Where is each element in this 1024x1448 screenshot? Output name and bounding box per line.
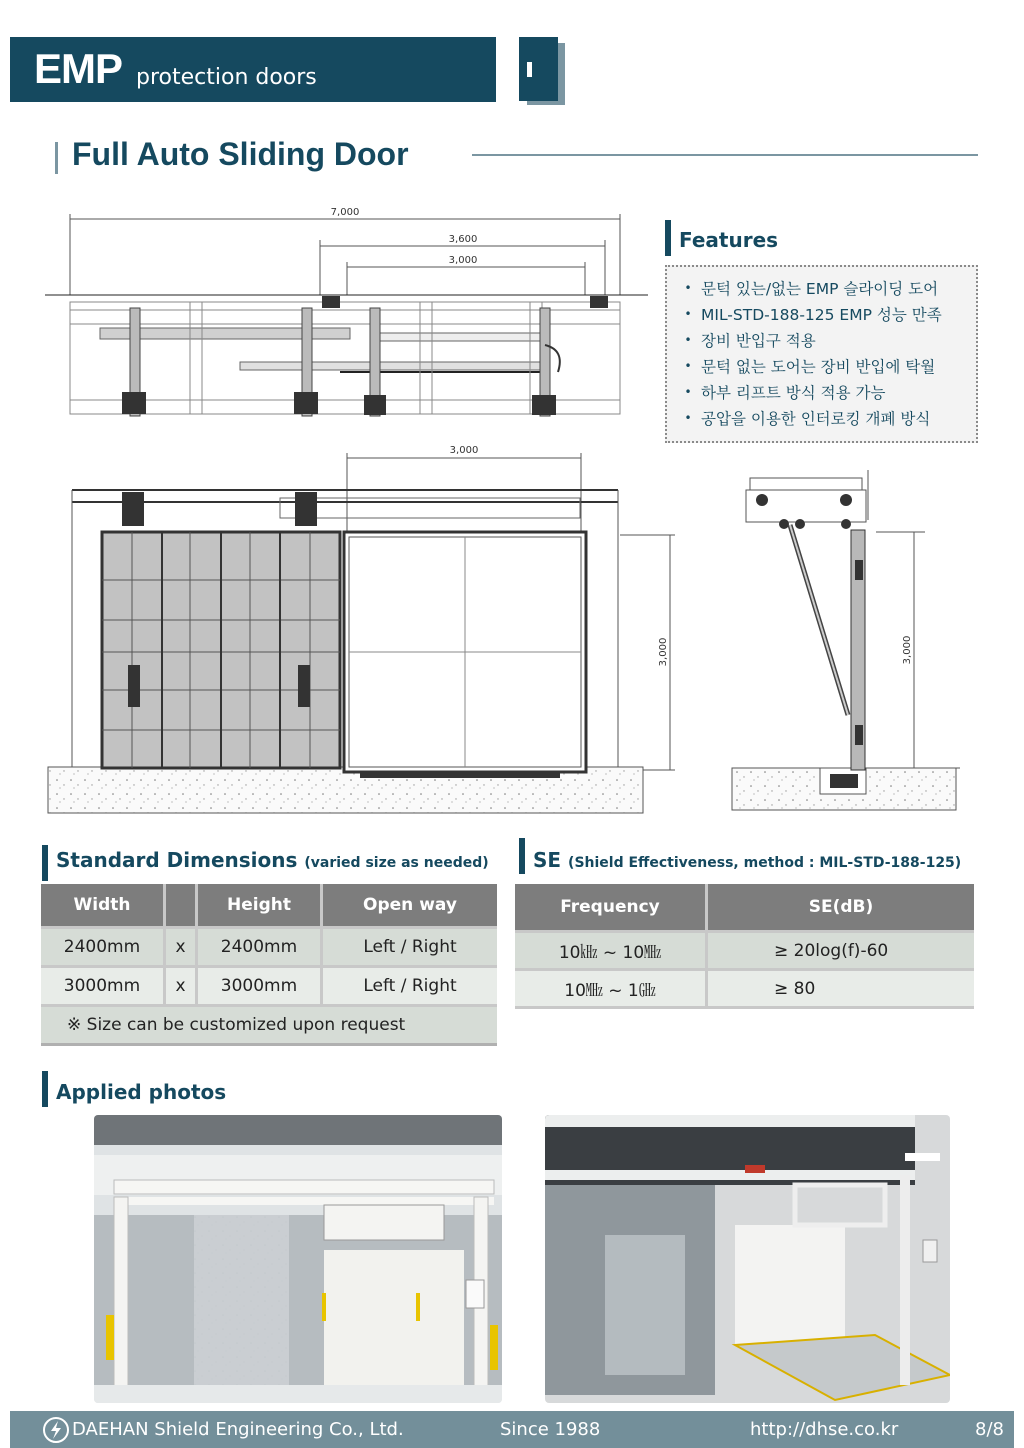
header-title-main: EMP	[34, 45, 123, 92]
plan-dim-opening-outer: 3,600	[448, 234, 478, 245]
table-header-row	[515, 884, 974, 933]
dimensions-heading	[56, 848, 489, 872]
section-title: Full Auto Sliding Door	[72, 136, 409, 172]
daehan-logo-icon	[43, 1417, 69, 1443]
features-list	[665, 265, 978, 443]
header-title-sub: protection doors	[136, 65, 317, 90]
feature-item	[675, 379, 968, 405]
dimensions-note: ※ Size can be customized upon request	[41, 1007, 497, 1046]
section-title-bar	[55, 142, 58, 174]
footer-page-number: 8/8	[975, 1419, 1004, 1440]
elevation-dim-width: 3,000	[449, 445, 479, 456]
se-heading-text: SE	[533, 848, 562, 872]
cell-open-way: Left / Right	[323, 968, 497, 1007]
dimensions-table	[41, 884, 497, 1046]
table-row	[41, 968, 497, 1007]
plan-dim-total: 7,000	[330, 207, 360, 218]
feature-text: 문턱 있는/없는 EMP 슬라이딩 도어	[701, 280, 939, 298]
cell-width: 2400mm	[41, 929, 166, 968]
footer-company: DAEHAN Shield Engineering Co., Ltd.	[72, 1419, 404, 1440]
footer	[10, 1411, 1014, 1448]
feature-item	[675, 353, 968, 379]
side-dim-height: 3,000	[902, 635, 913, 665]
dimensions-heading-text: Standard Dimensions	[56, 848, 298, 872]
bullet-icon: •	[684, 333, 692, 347]
bullet-icon: •	[684, 411, 692, 425]
se-table	[515, 884, 974, 1009]
book-tab-icon	[519, 37, 558, 101]
table-row	[41, 929, 497, 968]
header-title-bar	[10, 37, 496, 102]
cell-frequency: 10㎑ ~ 10㎒	[515, 933, 708, 971]
elevation-dim-height: 3,000	[658, 637, 669, 667]
side-drawing	[720, 460, 980, 820]
footer-url[interactable]: http://dhse.co.kr	[750, 1419, 899, 1440]
feature-item	[675, 275, 968, 301]
cell-frequency: 10㎒ ~ 1㎓	[515, 971, 708, 1009]
column-header-width: Width	[41, 884, 166, 929]
table-row	[515, 933, 974, 971]
bullet-icon: •	[684, 281, 692, 295]
photos-heading-bar	[42, 1071, 48, 1107]
feature-item	[675, 301, 968, 327]
dimensions-heading-bar	[42, 845, 48, 881]
feature-text: 하부 리프트 방식 적용 가능	[701, 384, 886, 402]
column-header-frequency: Frequency	[515, 884, 708, 933]
cell-se: ≥ 80	[708, 971, 974, 1009]
cell-width: 3000mm	[41, 968, 166, 1007]
cell-x: x	[166, 968, 198, 1007]
feature-text: 문턱 없는 도어는 장비 반입에 탁월	[701, 358, 936, 376]
table-row	[515, 971, 974, 1009]
cell-se: ≥ 20log(f)-60	[708, 933, 974, 971]
cell-open-way: Left / Right	[323, 929, 497, 968]
plan-drawing	[40, 200, 660, 430]
cell-x: x	[166, 929, 198, 968]
table-header-row	[41, 884, 497, 929]
feature-item	[675, 327, 968, 353]
features-heading: Features	[679, 228, 779, 252]
cell-height: 3000mm	[198, 968, 323, 1007]
bullet-icon: •	[684, 359, 692, 373]
elevation-drawing	[40, 440, 680, 820]
se-heading	[533, 848, 961, 872]
column-header-se: SE(dB)	[708, 884, 974, 933]
feature-item	[675, 405, 968, 431]
feature-text: 장비 반입구 적용	[701, 332, 816, 350]
features-heading-bar	[665, 220, 671, 256]
feature-text: MIL-STD-188-125 EMP 성능 만족	[701, 306, 942, 324]
column-header-x	[166, 884, 198, 929]
applied-photo-1	[94, 1115, 502, 1403]
footer-since: Since 1988	[500, 1419, 601, 1440]
table-note-row	[41, 1007, 497, 1046]
bullet-icon: •	[684, 307, 692, 321]
se-heading-note: (Shield Effectiveness, method : MIL-STD-188-125)	[568, 855, 962, 871]
cell-height: 2400mm	[198, 929, 323, 968]
badge-mark	[527, 62, 532, 77]
photos-heading: Applied photos	[56, 1080, 227, 1104]
plan-dim-opening: 3,000	[448, 255, 478, 266]
se-heading-bar	[519, 838, 525, 874]
column-header-open-way: Open way	[323, 884, 497, 929]
dimensions-heading-note: (varied size as needed)	[304, 855, 489, 871]
column-header-height: Height	[198, 884, 323, 929]
applied-photo-2	[545, 1115, 950, 1403]
section-title-rule	[472, 154, 978, 156]
feature-text: 공압을 이용한 인터로킹 개폐 방식	[701, 410, 931, 428]
bullet-icon: •	[684, 385, 692, 399]
